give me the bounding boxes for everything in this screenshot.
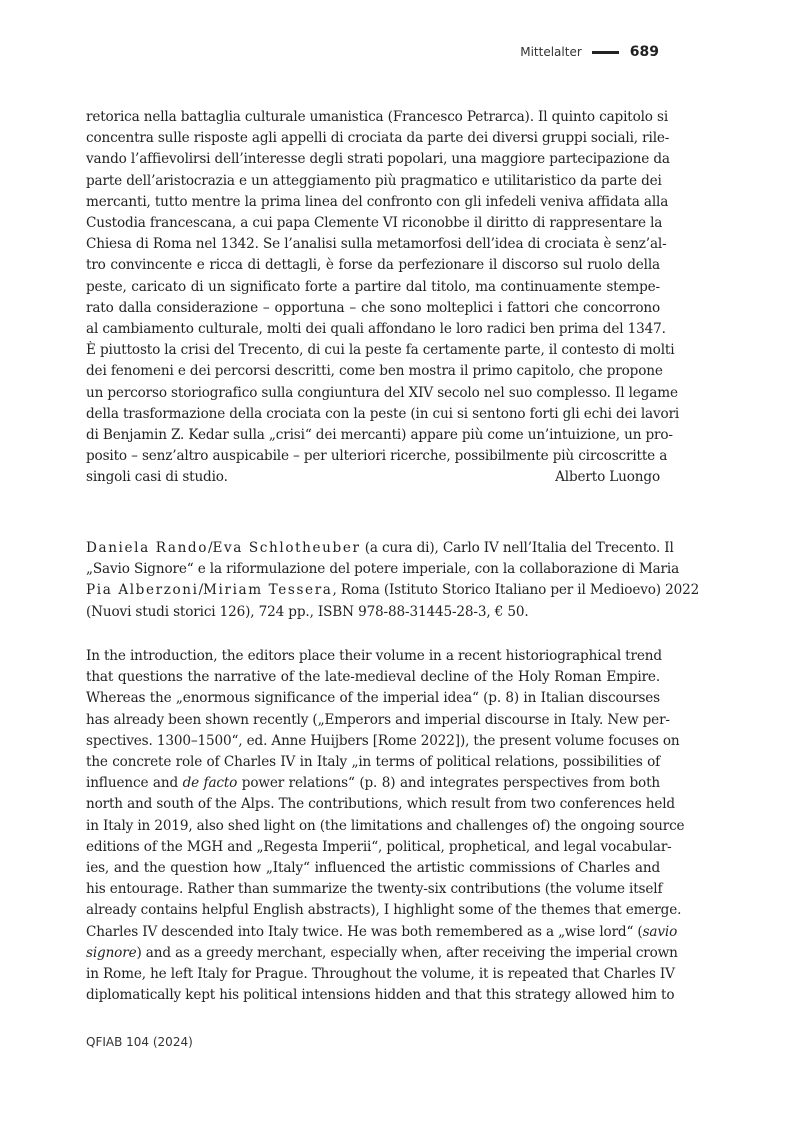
text-line: È piuttosto la crisi del Trecento, di cui la peste fa certamente parte, il contesto di molti bbox=[86, 342, 675, 359]
text-line: ies, and the question how „Italy“ influenced the artistic commissions of Charles and bbox=[86, 860, 660, 877]
collaborator-name: Pia Alberzoni bbox=[86, 582, 199, 599]
italic-term: savio bbox=[642, 923, 678, 940]
text-line: retorica nella battaglia culturale umanistica (Francesco Petrarca). Il quinto capitolo si bbox=[86, 109, 669, 125]
text-line: In the introduction, the editors place their volume in a recent historiographical trend bbox=[86, 648, 662, 664]
text-line: peste, caricato di un significato forte a partire dal titolo, ma continuamente stempe- bbox=[86, 278, 660, 295]
text-line: vando l’affievolirsi dell’interesse degli strati popolari, una maggiore partecipazione da bbox=[86, 151, 670, 168]
text-line: dei fenomeni e dei percorsi descritti, come ben mostra il primo capitolo, che propone bbox=[86, 363, 663, 380]
italic-term: signore bbox=[86, 944, 137, 961]
text-line: al cambiamento culturale, molti dei quali affondano le loro radici ben prima del 1347. bbox=[86, 321, 666, 338]
text-line-end: singoli casi di studio. bbox=[86, 469, 228, 486]
running-head bbox=[520, 44, 659, 60]
header-rule bbox=[592, 51, 619, 54]
collaborator-name: Miriam Tessera bbox=[203, 582, 333, 599]
text-line: has already been shown recently („Emperors and imperial discourse in Italy. New per- bbox=[86, 711, 670, 728]
text-line: un percorso storiografico sulla congiuntura del XIV secolo nel suo complesso. Il legame bbox=[86, 384, 678, 401]
text-run: power relations“ (p. 8) and integrates perspectives from both bbox=[237, 775, 660, 792]
review-continuation bbox=[86, 107, 680, 489]
text-line: Chiesa di Roma nel 1342. Se l’analisi sulla metamorfosi dell’idea di crociata è senz’al- bbox=[86, 236, 667, 253]
citation-line: Pia Alberzoni/Miriam Tessera, Roma (Istituto Storico Italiano per il Medioevo) 2022 bbox=[86, 582, 700, 599]
page-number: 689 bbox=[629, 44, 659, 60]
text-line: Custodia francescana, a cui papa Clemente VI riconobbe il diritto di rappresentare la bbox=[86, 215, 663, 232]
editor-name: Daniela Rando bbox=[86, 540, 209, 556]
text-line bbox=[86, 773, 660, 794]
text-run: Charles IV descended into Italy twice. He was both remembered as a „wise lord“ ( bbox=[86, 923, 643, 940]
text-line: posito – senz’altro auspicabile – per ulteriori ricerche, possibilmente più circoscritte a bbox=[86, 448, 668, 465]
text-line: in Italy in 2019, also shed light on (the limitations and challenges of) the ongoing source bbox=[86, 817, 685, 834]
text-line bbox=[86, 922, 678, 943]
text-line: tro convincente e ricca di dettagli, è forse da perfezionare il discorso sul ruolo della bbox=[86, 257, 660, 274]
book-citation bbox=[86, 538, 700, 623]
text-line: Whereas the „enormous significance of the imperial idea“ (p. 8) in Italian discourses bbox=[86, 690, 660, 707]
text-line: editions of the MGH and „Regesta Imperii“, political, prophetical, and legal vocabular- bbox=[86, 838, 672, 855]
signature-line bbox=[86, 467, 660, 488]
text-line: parte dell’aristocrazia e un atteggiamento più pragmatico e utilitaristico da parte dei bbox=[86, 172, 662, 189]
italic-term: de facto bbox=[182, 775, 238, 792]
text-line: spectives. 1300–1500“, ed. Anne Huijbers [Rome 2022]), the present volume focuses on bbox=[86, 732, 680, 749]
text-line: concentra sulle risposte agli appelli di crociata da parte dei diversi gruppi sociali, rile- bbox=[86, 130, 670, 147]
citation-line: Daniela Rando/Eva Schlotheuber (a cura di), Carlo IV nell’Italia del Trecento. Il bbox=[86, 540, 674, 556]
text-run: ) and as a greedy merchant, especially when, after receiving the imperial crown bbox=[136, 944, 678, 961]
text-line: his entourage. Rather than summarize the twenty-six contributions (the volume itself bbox=[86, 881, 663, 898]
text-line: diplomatically kept his political intensions hidden and that this strategy allowed him to bbox=[86, 987, 675, 1004]
text-line: rato dalla considerazione – opportuna – che sono molteplici i fattori che concorrono bbox=[86, 299, 660, 316]
citation-text: (a cura di), Carlo IV nell’Italia del Trecento. Il bbox=[360, 540, 674, 556]
citation-line: (Nuovi studi storici 126), 724 pp., ISBN 978-88-31445-28-3, € 50. bbox=[86, 603, 529, 620]
text-run: influence and bbox=[86, 775, 183, 792]
text-line: mercanti, tutto mentre la prima linea del confronto con gli infedeli veniva affidata alla bbox=[86, 193, 669, 210]
text-line: in Rome, he left Italy for Prague. Throughout the volume, it is repeated that Charles IV bbox=[86, 966, 675, 983]
citation-line: „Savio Signore“ e la riformulazione del potere imperiale, con la collaborazione di Maria bbox=[86, 561, 680, 578]
journal-footer: QFIAB 104 (2024) bbox=[86, 1035, 193, 1049]
text-line bbox=[86, 943, 678, 964]
reviewer-name: Alberto Luongo bbox=[555, 469, 660, 486]
review-body bbox=[86, 646, 685, 1006]
text-line: di Benjamin Z. Kedar sulla „crisi“ dei mercanti) appare più come un’intuizione, un pro- bbox=[86, 427, 673, 444]
section-name: Mittelalter bbox=[520, 45, 582, 59]
editor-name: Eva Schlotheuber bbox=[212, 540, 361, 556]
citation-text: , Roma (Istituto Storico Italiano per il Medioevo) 2022 bbox=[332, 582, 700, 599]
text-line: della trasformazione della crociata con la peste (in cui si sentono forti gli echi dei lavori bbox=[86, 405, 680, 422]
text-line: the concrete role of Charles IV in Italy „in terms of political relations, possibilities of bbox=[86, 754, 660, 771]
text-line: north and south of the Alps. The contributions, which result from two conferences held bbox=[86, 796, 675, 813]
text-line: that questions the narrative of the late-medieval decline of the Holy Roman Empire. bbox=[86, 669, 660, 686]
text-line: already contains helpful English abstracts), I highlight some of the themes that emerge. bbox=[86, 902, 682, 919]
